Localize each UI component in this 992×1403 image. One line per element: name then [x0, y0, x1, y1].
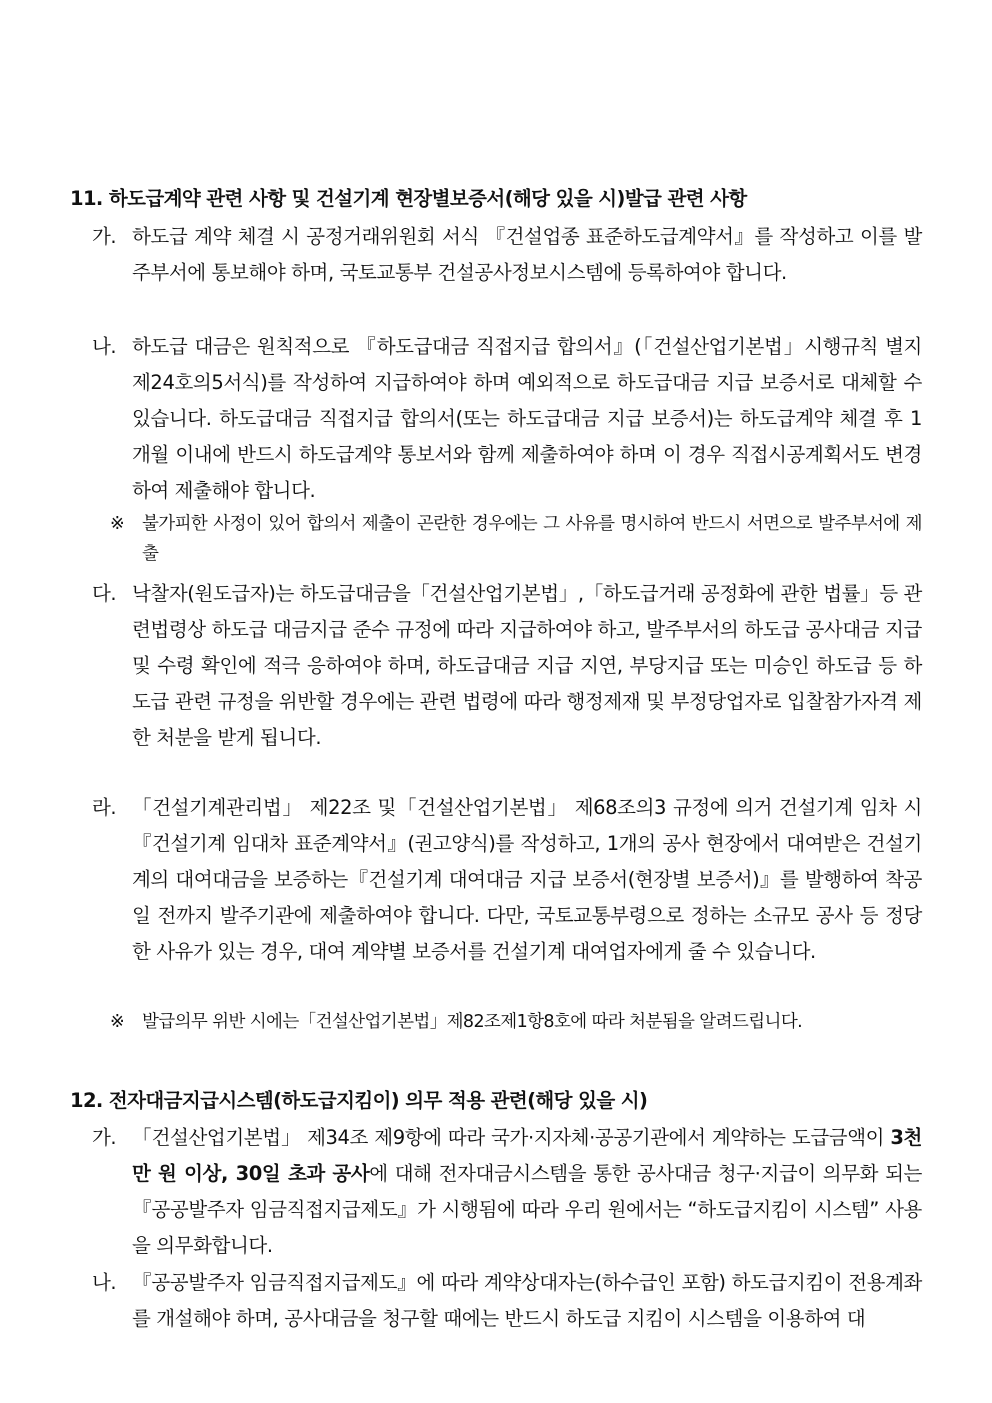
section-11-item-ga — [92, 219, 922, 291]
section-11-heading: 11. 하도급계약 관련 사항 및 건설기계 현장별보증서(해당 있을 시)발급 관련 사항 — [70, 187, 747, 210]
item-text: 하도급 대금은 원칙적으로 『하도급대금 직접지급 합의서』(「건설산업기본법」시행규칙 별지 제24호의5서식)를 작성하여 지급하여야 하며 예외적으로 하도급대금 지급 보증서로 대체할 수 있습니다. 하도급대금 직접지급 합의서(또는 하도급대금 지급 보증서)는 하도급계약 체결 후 1개월 이내에 반드시 하도급계약 통보서와 함께 제출하여야 하며 이 경우 직접시공계획서도 변경하여 제출해야 합니다. — [132, 335, 922, 502]
section-12-item-na — [92, 1265, 922, 1337]
section-11-item-ra — [92, 790, 922, 970]
note-text: 발급의무 위반 시에는「건설산업기본법」제82조제1항8호에 따라 처분됨을 알려드립니다. — [142, 1012, 803, 1032]
item-text: 낙찰자(원도급자)는 하도급대금을「건설산업기본법」,「하도급거래 공정화에 관한 법률」등 관련법령상 하도급 대금지급 준수 규정에 따라 지급하여야 하고, 발주부서의 하도급 공사대금 지급 및 수령 확인에 적극 응하여야 하며, 하도급대금 지급 지연, 부당지급 또는 미승인 하도급 등 하도급 관련 규정을 위반할 경우에는 관련 법령에 따라 행정제재 및 부정당업자로 입찰참가자격 제한 처분을 받게 됩니다. — [132, 582, 922, 749]
note-marker: ※ — [110, 1012, 125, 1032]
item-marker: 나. — [92, 335, 117, 358]
item-marker: 가. — [92, 1126, 117, 1149]
item-text-part: 에 대해 전자대금시스템을 통한 공사대금 청구·지급이 의무화 되는『공공발주자 임금직접지급제도』가 시행됨에 따라 우리 원에서는 “하도급지킴이 시스템” 사용을 의무화합니다. — [132, 1162, 922, 1257]
item-text-part: 「건설산업기본법」 제34조 제9항에 따라 국가·지자체·공공기관에서 계약하는 도급금액이 — [132, 1126, 891, 1149]
note-marker: ※ — [110, 514, 125, 534]
section-11-note-1 — [110, 509, 922, 569]
item-marker: 라. — [92, 796, 117, 819]
section-11-note-2 — [110, 1007, 922, 1037]
item-marker: 다. — [92, 582, 117, 605]
item-text: 『공공발주자 임금직접지급제도』에 따라 계약상대자는(하수급인 포함) 하도급지킴이 전용계좌를 개설해야 하며, 공사대금을 청구할 때에는 반드시 하도급 지킴이 시스템을 이용하여 대 — [132, 1271, 922, 1330]
section-11-item-da — [92, 576, 922, 756]
item-text: 하도급 계약 체결 시 공정거래위원회 서식 『건설업종 표준하도급계약서』를 작성하고 이를 발주부서에 통보해야 하며, 국토교통부 건설공사정보시스템에 등록하여야 합니다. — [132, 225, 922, 284]
item-text-emphasis: 3천만 원 이상, 30일 초과 공사 — [132, 1126, 922, 1185]
item-text — [132, 1120, 922, 1264]
section-11-item-na — [92, 329, 922, 509]
section-12-item-ga — [92, 1120, 922, 1264]
item-text: 「건설기계관리법」 제22조 및「건설산업기본법」 제68조의3 규정에 의거 건설기계 임차 시『건설기계 임대차 표준계약서』(권고양식)를 작성하고, 1개의 공사 현장에서 대여받은 건설기계의 대여대금을 보증하는『건설기계 대여대금 지급 보증서(현장별 보증서)』를 발행하여 착공일 전까지 발주기관에 제출하여야 합니다. 다만, 국토교통부령으로 정하는 소규모 공사 등 정당한 사유가 있는 경우, 대여 계약별 보증서를 건설기계 대여업자에게 줄 수 있습니다. — [132, 796, 922, 963]
item-marker: 가. — [92, 225, 117, 248]
section-12-heading: 12. 전자대금지급시스템(하도급지킴이) 의무 적용 관련(해당 있을 시) — [70, 1089, 648, 1112]
note-text: 불가피한 사정이 있어 합의서 제출이 곤란한 경우에는 그 사유를 명시하여 반드시 서면으로 발주부서에 제출 — [142, 514, 922, 564]
item-marker: 나. — [92, 1271, 117, 1294]
